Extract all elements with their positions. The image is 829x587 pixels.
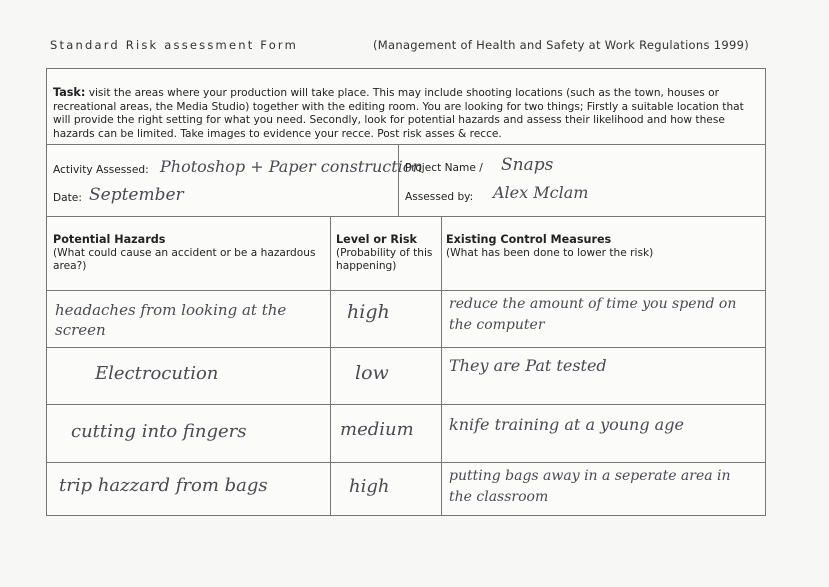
hazard-text: cutting into fingers (71, 421, 247, 442)
hazard-text: headaches from looking at the screen (55, 301, 287, 339)
assessed-by-label: Assessed by: (405, 191, 474, 203)
control-column-desc: (What has been done to lower the risk) (446, 247, 654, 259)
risk-level: high (347, 301, 390, 323)
project-name-label: Project Name / (405, 162, 483, 174)
assessed-by-value: Alex Mclam (493, 183, 589, 202)
risk-level: medium (340, 419, 414, 440)
project-name-value: Snaps (501, 155, 554, 175)
risk-level: high (349, 476, 390, 497)
hazard-column-title: Potential Hazards (53, 233, 166, 246)
hazard-row (47, 405, 765, 463)
date-label: Date: (53, 192, 82, 204)
risk-level: low (355, 362, 389, 384)
hazard-row (47, 290, 765, 348)
hazard-row (47, 463, 765, 516)
task-text: visit the areas where your production will take place. This may include shooting locations (such as the town, houses or recreational areas, the Media Studio) together with the editing room. You are looking for two things; Firstly a suitable location that will provide the right setting for what you need. Secondly, look for potential hazards and assess their likelihood and how these hazards can be limited. Take images to evidence your recce. Post risk asses & recce. (53, 87, 744, 141)
hazard-column-desc: (What could cause an accident or be a hazardous area?) (53, 247, 316, 272)
info-section (47, 145, 765, 217)
control-measure: They are Pat tested (449, 356, 607, 375)
control-measure: knife training at a young age (449, 415, 684, 434)
control-column-header (446, 233, 756, 260)
form-subtitle: (Management of Health and Safety at Work Regulations 1999) (373, 38, 749, 52)
activity-value: Photoshop + Paper construction (160, 157, 423, 176)
task-label: Task: (53, 86, 86, 99)
form-title: Standard Risk assessment Form (50, 38, 299, 52)
hazard-text: trip hazzard from bags (59, 475, 268, 496)
hazard-row (47, 348, 765, 405)
activity-label: Activity Assessed: (53, 164, 149, 176)
control-measure: putting bags away in a seperate area in the classroom (449, 468, 731, 505)
hazard-text: Electrocution (95, 363, 219, 384)
hazard-column-header (53, 233, 323, 273)
date-value: September (89, 185, 184, 205)
risk-assessment-form (46, 68, 766, 516)
info-divider (398, 145, 399, 216)
level-column-header (336, 233, 436, 273)
control-measure: reduce the amount of time you spend on the computer (449, 296, 737, 333)
task-section (47, 69, 765, 145)
column-header-row (47, 216, 765, 291)
level-column-desc: (Probability of this happening) (336, 247, 433, 272)
level-column-title: Level or Risk (336, 233, 417, 246)
control-column-title: Existing Control Measures (446, 233, 612, 246)
